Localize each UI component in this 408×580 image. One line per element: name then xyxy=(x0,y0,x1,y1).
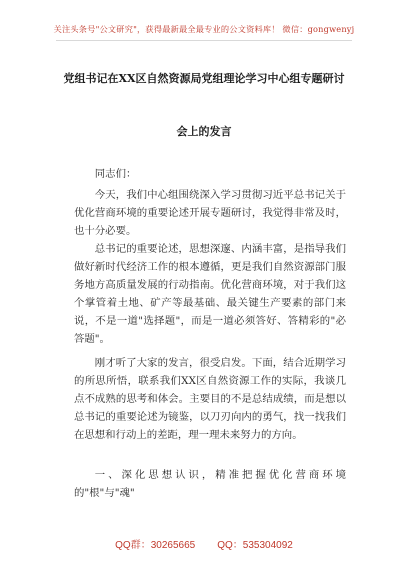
header-divider xyxy=(56,40,352,41)
paragraph-2: 总书记的重要论述，思想深邃、内涵丰富，是指导我们做好新时代经济工作的根本遵循，更是我们自然资源部门服务地方高质量发展的行动指南。优化营商环境，对于我们这个掌管着土地、矿产等最基础、最关键生产要素的部门来说，不是一道"选择题"，而是一道必须答好、答精彩的"必答题"。 xyxy=(74,243,346,345)
document-title: 党组书记在XX区自然资源局党组理论学习中心组专题研讨 xyxy=(63,72,345,85)
footer-contact xyxy=(0,536,408,551)
paragraph-1: 今天，我们中心组围绕深入学习贯彻习近平总书记关于优化营商环境的重要论述开展专题研讨，我觉得非常及时，也十分必要。 xyxy=(74,189,346,237)
header-banner: 关注头条号"公文研究"，获得最新最全最专业的公文资料库！ 微信：gongwenyj xyxy=(53,24,355,34)
footer-qq-group: QQ群：30265665 xyxy=(115,540,196,551)
section-heading-1: 一、深化思想认识，精准把握优化营商环境的"根"与"魂" xyxy=(74,469,346,499)
document-subtitle: 会上的发言 xyxy=(176,125,232,138)
greeting: 同志们： xyxy=(94,168,137,180)
footer-qq: QQ：535304092 xyxy=(217,540,293,551)
paragraph-3: 刚才听了大家的发言，很受启发。下面，结合近期学习的所思所悟，联系我们XX区自然资源工作的实际，我谈几点不成熟的思考和体会。主要目的不是总结成绩，而是想以总书记的重要论述为镜鉴，以刀刃向内的勇气，找一找我们在思想和行动上的差距，理一理未来努力的方向。 xyxy=(74,357,346,441)
